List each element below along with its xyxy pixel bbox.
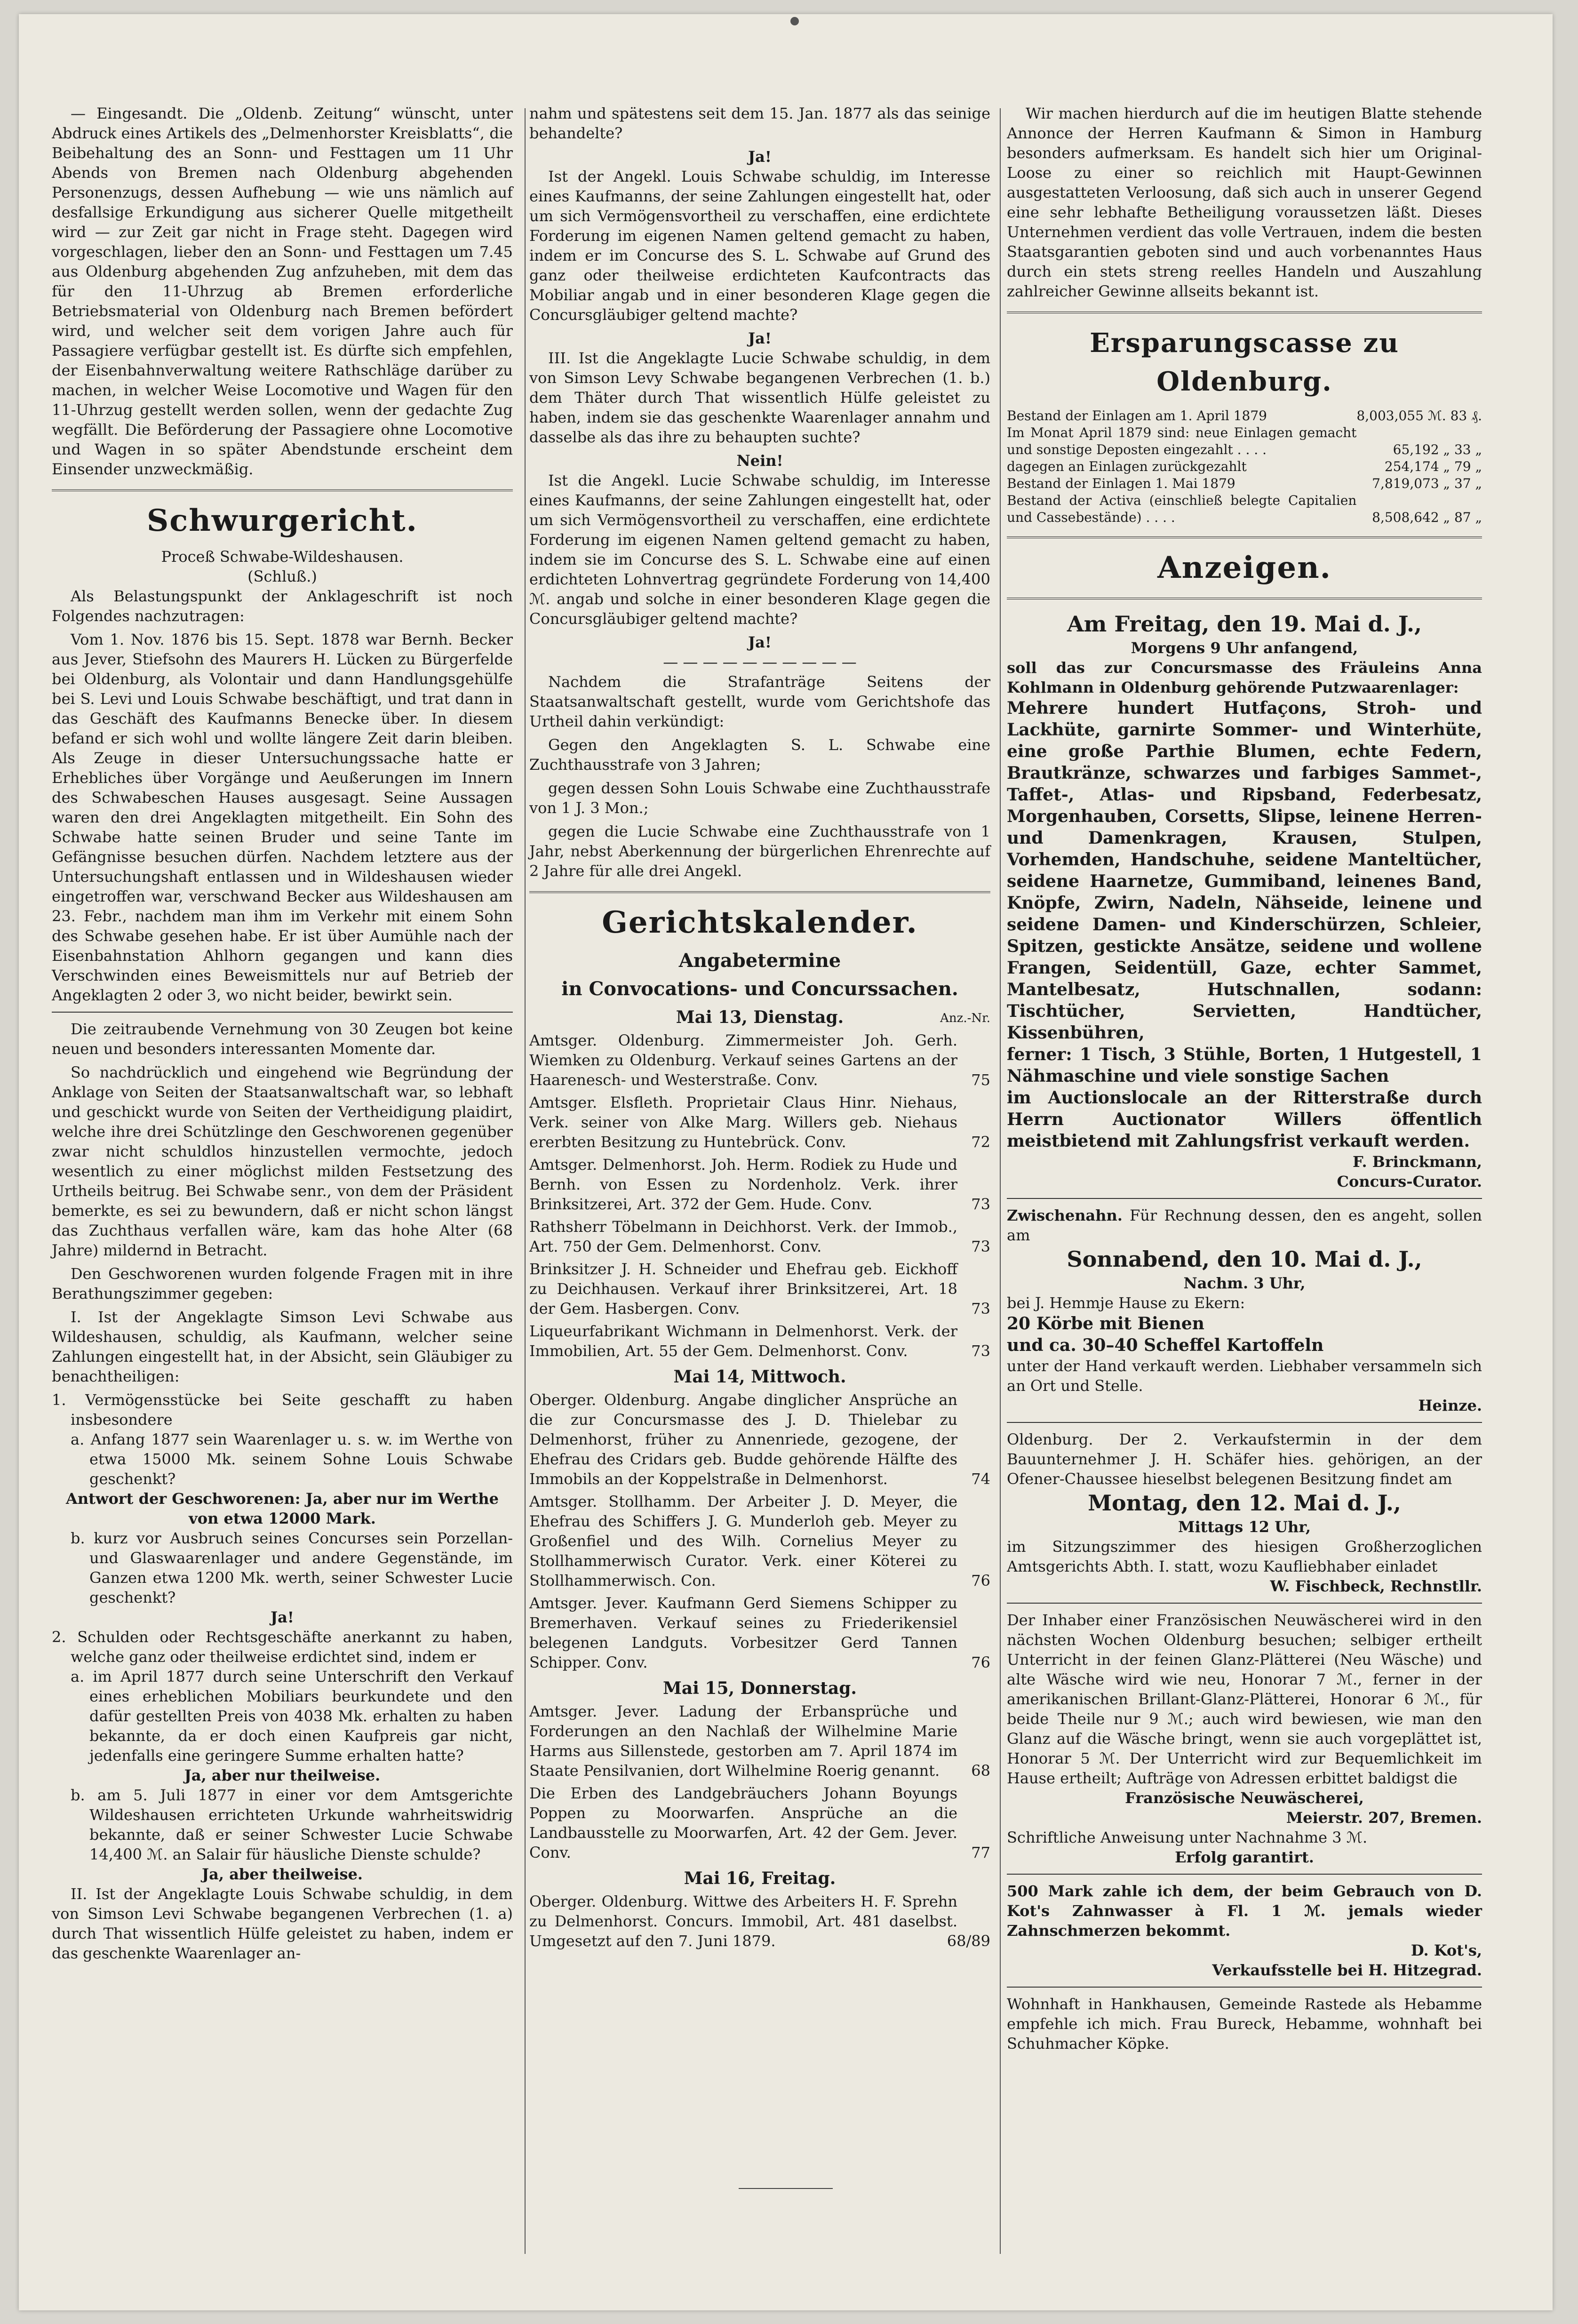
row-value: 65,192 „ 33 „ bbox=[1393, 442, 1482, 457]
column-3 bbox=[1007, 104, 1482, 2053]
answer: Ja! bbox=[748, 329, 772, 347]
divider bbox=[1007, 1874, 1482, 1875]
ad-body: im Sitzungszimmer des hiesigen Großherzoglichen Amtsgerichts Abth. I. statt, wozu Kaufliebhaber einladet bbox=[1007, 1538, 1482, 1575]
entry-number: 72 bbox=[971, 1133, 990, 1151]
table-row bbox=[1007, 458, 1482, 475]
entry-number: 68 bbox=[971, 1762, 990, 1780]
paragraph: Vom 1. Nov. 1876 bis 15. Sept. 1878 war Bernh. Becker aus Jever, Stiefsohn des Maurers H. Lücken zu Bürgerfelde bei Oldenburg, als Volontair und dann Handlungsgehülfe bei S. Levi und Louis Schwabe beschäftigt, und trat dann in das Geschäft des Kaufmanns Benecke über. In diesem befand er sich wohl und wollte längere Zeit darin bleiben. Als Zeuge in dieser Untersuchungssache hatte er Erhebliches über Vorgänge und Aeußerungen im Innern des Schwabeschen Hauses ausgesagt. Seine Aussagen waren den drei Angeklagten mitgetheilt. Ein Sohn des Schwabe hatte seinen Bruder und seine Tante im Gefängnisse besuchen dürfen. Nachdem letztere aus der Untersuchungshaft entlassen und in Wildeshausen wieder eingetroffen war, verschwand Becker aus Wildeshausen am 23. Febr., nachdem man ihm im Verkehr mit einem Sohn des Schwabe gesehen habe. Er ist über Aumühle nach der Eisenbahnstation Ahlhorn gegangen und kann dies Verschwinden eines Beweismittels nur auf Betrieb der Angeklagten 2 oder 3, wo nicht beider, bewirkt sein. bbox=[52, 631, 513, 1004]
question-item: 1. Vermögensstücke bei Seite geschafft zu haben insbesondere bbox=[52, 1391, 513, 1429]
paragraph: Ist die Angekl. Lucie Schwabe schuldig, im Interesse eines Kaufmanns, der seine Zahlungen eingestellt hat, oder um sich Vermögensvortheil zu verschaffen, eine erdichtete Forderung im eigenen Namen geltend gemacht zu haben, indem sie im Concurse des S. L. Schwabe eine auf einen erdichteten Lohnvertrag gegründete Forderung von 14,400 ℳ. angab und solche in einer besonderen Klage gegen die Concursgläubiger geltend machte? bbox=[529, 471, 990, 628]
court-entry bbox=[529, 1321, 990, 1361]
question-item: b. am 5. Juli 1877 in einer vor dem Amtsgerichte Wildeshausen errichteten Urkunde wahrheitswidrig bekannte, daß er seiner Schwester Lucie Schwabe 14,400 ℳ. an Salair für häusliche Dienste schulde? bbox=[71, 1786, 513, 1863]
entry-number: 77 bbox=[971, 1844, 990, 1861]
date-label: Mai 13, Dienstag. bbox=[676, 1007, 844, 1027]
ad-time: Morgens 9 Uhr anfangend, bbox=[1131, 639, 1358, 657]
column-rule-2 bbox=[1000, 108, 1001, 2254]
ad-signature: D. Kot's, bbox=[1411, 1941, 1482, 1959]
question-item: b. kurz vor Ausbruch seines Concurses sein Porzellan- und Glaswaarenlager und andere Gegenstände, im Ganzen etwa 1200 Mk. werth, seiner Schwester Lucie geschenkt? bbox=[71, 1529, 513, 1606]
row-label: Im Monat April 1879 sind: neue Einlagen gemacht und sonstige Deposten eingezahlt . . . . bbox=[1007, 425, 1357, 457]
ad-body: Der Inhaber einer Französischen Neuwäscherei wird in den nächsten Wochen Oldenburg besuchen; selbiger ertheilt Unterricht in der feinen Glanz-Plätterei (Neu Wäsche) und alte Wäsche wird wie neu, Honorar 7 ℳ., ferner in der amerikanischen Brillant-Glanz-Plätterei, Honorar 6 ℳ., für beide Theile nur 9 ℳ.; auch wird bewiesen, wie man den Glanz auf die Wäsche bringt, wenn sie auch vorgeplättet ist, Honorar 5 ℳ. Der Unterricht wird zur Bequemlichkeit im Hause ertheilt; Aufträge von Adressen erbittet baldigst die bbox=[1007, 1611, 1482, 1787]
ad-goods-more: ferner: 1 Tisch, 3 Stühle, Borten, 1 Hutgestell, 1 Nähmaschine und viele sonstige Sachen bbox=[1007, 1045, 1482, 1086]
divider bbox=[52, 1012, 513, 1013]
ad-time: Mittags 12 Uhr, bbox=[1178, 1518, 1311, 1536]
ad-note: Schriftliche Anweisung unter Nachnahme 3 ℳ. bbox=[1007, 1829, 1368, 1846]
anzeigen-title: Anzeigen. bbox=[1157, 550, 1331, 585]
ad-signature: Meierstr. 207, Bremen. bbox=[1286, 1809, 1482, 1827]
gerichtskalender-title: Gerichtskalender. bbox=[602, 905, 918, 940]
paragraph: gegen die Lucie Schwabe eine Zuchthausstrafe von 1 Jahr, nebst Aberkennung der bürgerlichen Ehrenrechte auf 2 Jahre für alle drei Angekl. bbox=[529, 823, 990, 880]
court-entry bbox=[529, 1217, 990, 1256]
entry-text: Amtsger. Elsfleth. Proprietair Claus Hinr. Niehaus, Verk. seiner von Alke Marg. Willers geb. Niehaus ererbten Besitzung zu Huntebrück. Conv. bbox=[529, 1094, 957, 1151]
table-row bbox=[1007, 407, 1482, 424]
question-item: a. im April 1877 durch seine Unterschrift den Verkauf eines erheblichen Mobiliars beurkundete und den dafür gestellten Preis von 4038 Mk. erhalten zu haben bekannte, da er doch einen Kaufpreis gar nicht, jedenfalls eine geringere Summe erhalten hatte? bbox=[71, 1668, 513, 1765]
entry-text: Amtsger. Jever. Kaufmann Gerd Siemens Schipper zu Bremerhaven. Verkauf seines zu Friederikensiel belegenen Landguts. Vorbesitzer Gerd Tannen Schipper. Conv. bbox=[529, 1594, 957, 1671]
court-entry bbox=[529, 1492, 990, 1590]
paragraph: Den Geschworenen wurden folgende Fragen mit in ihre Berathungszimmer gegeben: bbox=[52, 1265, 513, 1302]
question-item: 2. Schulden oder Rechtsgeschäfte anerkannt zu haben, welche ganz oder theilweise erdichtet sind, indem er bbox=[52, 1628, 513, 1666]
divider bbox=[1007, 598, 1482, 599]
ad-signature: W. Fischbeck, Rechnstllr. bbox=[1270, 1577, 1482, 1595]
column-2 bbox=[529, 104, 990, 1954]
question: II. Ist der Angeklagte Louis Schwabe schuldig, in dem von Simson Levi Schwabe begangenen Verbrechen (1. a) durch That wissentlich Hülfe geleistet zu haben, indem er das geschenkte Waarenlager an- bbox=[52, 1885, 513, 1962]
date-heading: Mai 14, Mittwoch. bbox=[673, 1367, 846, 1387]
paragraph: Als Belastungspunkt der Anklageschrift ist noch Folgendes nachzutragen: bbox=[52, 587, 513, 625]
ad-date: Montag, den 12. Mai d. J., bbox=[1088, 1490, 1401, 1516]
ad-date: Am Freitag, den 19. Mai d. J., bbox=[1067, 611, 1422, 637]
entry-text: Brinksitzer J. H. Schneider und Ehefrau geb. Eickhoff zu Deichhausen. Verkauf ihrer Brinksitzerei, Art. 18 der Gem. Hasbergen. Conv. bbox=[529, 1260, 957, 1318]
newspaper-page bbox=[19, 14, 1553, 2310]
paragraph: Gegen den Angeklagten S. L. Schwabe eine Zuchthausstrafe von 3 Jahren; bbox=[529, 736, 990, 774]
ad-item: und ca. 30–40 Scheffel Kartoffeln bbox=[1007, 1335, 1324, 1355]
column-1 bbox=[52, 104, 513, 1967]
ad-goods: Mehrere hundert Hutfaçons, Stroh- und Lackhüte, garnirte Sommer- und Winterhüte, eine große Parthie Blumen, echte Federn, Brautkränze, schwarzes und farbiges Sammet-, Taffet-, Atlas- und Ripsband, Federbesatz, Morgenhauben, Corsetts, Slipse, leinene Herren- und Damenkragen, Krausen, Stulpen, Vorhemden, Handschuhe, seidene Manteltücher, seidene Haarnetze, Gummiband, leinenes Band, Knöpfe, Zwirn, Nadeln, Nähseide, leinene und seidene Damen- und Kinderschürzen, Schleier, Spitzen, gestickte Ansätze, seidene und wollene Frangen, Seidentüll, Gaze, echter Sammet, Mantelbesatz, Hutschnallen, sodann: Tischtücher, Servietten, Handtücher, Kissenbühren, bbox=[1007, 698, 1482, 1043]
entry-text: Liqueurfabrikant Wichmann in Delmenhorst. Verk. der Immobilien, Art. 55 der Gem. Delmenhorst. Conv. bbox=[529, 1322, 957, 1360]
paragraph: gegen dessen Sohn Louis Schwabe eine Zuchthausstrafe von 1 J. 3 Mon.; bbox=[529, 779, 990, 817]
ad-body: 500 Mark zahle ich dem, der beim Gebrauch von D. Kot's Zahnwasser à Fl. 1 ℳ. jemals wieder Zahnschmerzen bekommt. bbox=[1007, 1882, 1482, 1940]
table-row bbox=[1007, 424, 1482, 458]
entry-text: Rathsherr Töbelmann in Deichhorst. Verk. der Immob., Art. 750 der Gem. Delmenhorst. Conv. bbox=[529, 1218, 957, 1255]
court-entry bbox=[529, 1093, 990, 1152]
entry-number: 76 bbox=[971, 1572, 990, 1589]
entry-text: Amtsger. Stollhamm. Der Arbeiter J. D. Meyer, die Ehefrau des Schiffers J. G. Munderloh geb. Meyer zu Großenfiel und des Wilh. Cornelius Meyer zu Stollhammerwisch Curator. Verk. einer Köterei zu Stollhammerwisch. Con. bbox=[529, 1493, 957, 1589]
date-heading: Mai 15, Donnerstag. bbox=[663, 1678, 857, 1698]
row-label: Bestand der Einlagen am 1. April 1879 bbox=[1007, 408, 1267, 423]
anz-nr-label: Anz.-Nr. bbox=[940, 1011, 990, 1025]
entry-text: Amtsger. Delmenhorst. Joh. Herm. Rodiek zu Hude und Bernh. von Essen zu Nordenholz. Verk. ihrer Brinksitzerei, Art. 372 der Gem. Hude. Conv. bbox=[529, 1156, 957, 1213]
ad-guarantee: Erfolg garantirt. bbox=[1175, 1848, 1314, 1866]
paragraph: III. Ist die Angeklagte Lucie Schwabe schuldig, in dem von Simson Levy Schwabe begangenen Verbrechen (1. b.) dem Thäter durch That wissentlich Hülfe geleistet zu haben, indem sie das geschenkte Waarenlager annahm und dasselbe als das ihre zu behaupten suchte? bbox=[529, 349, 990, 446]
question-item: a. Anfang 1877 sein Waarenlager u. s. w. im Werthe von etwa 15000 Mk. seinem Sohne Louis Schwabe geschenkt? bbox=[71, 1430, 513, 1488]
row-value: 8,003,055 ℳ. 83 ₰. bbox=[1356, 408, 1482, 423]
kalender-subtitle: in Convocations- und Concurssachen. bbox=[561, 978, 958, 1000]
sparkasse-table bbox=[1007, 407, 1482, 526]
ad-intro: soll das zur Concursmasse des Fräuleins Anna Kohlmann in Oldenburg gehörende Putzwaarenlager: bbox=[1007, 659, 1482, 696]
row-label: Bestand der Activa (einschließ belegte Capitalien und Cassebestände) . . . . bbox=[1007, 493, 1357, 525]
court-entry bbox=[529, 1701, 990, 1781]
ad-signature: Verkaufsstelle bei H. Hitzegrad. bbox=[1212, 1961, 1482, 1979]
ad-body: unter der Hand verkauft werden. Liebhaber versammeln sich an Ort und Stelle. bbox=[1007, 1357, 1482, 1395]
entry-text: Amtsger. Oldenburg. Zimmermeister Joh. Gerh. Wiemken zu Oldenburg. Verkauf seines Gartens an der Haarenesch- und Westerstraße. Conv. bbox=[529, 1031, 957, 1089]
row-value: 8,508,642 „ 87 „ bbox=[1372, 510, 1482, 525]
sparkasse-title: Ersparungscasse zu Oldenburg. bbox=[1090, 327, 1399, 397]
ad-place-name: Zwischenahn. bbox=[1007, 1206, 1123, 1224]
entry-number: 73 bbox=[971, 1238, 990, 1255]
dash-separator: — — — — — — — — — — bbox=[663, 653, 857, 671]
court-entry bbox=[529, 1390, 990, 1489]
entry-number: 73 bbox=[971, 1342, 990, 1360]
eingesandt-article: — Eingesandt. Die „Oldenb. Zeitung“ wünscht, unter Abdruck eines Artikels des „Delmenhorster Kreisblatts“, die Beibehaltung des an Sonn- und Festtagen um 11 Uhr Abends von Bremen nach Oldenburg abgehenden Personenzugs, dessen Aufhebung — wie uns nämlich auf desfallsige Erkundigung aus sicherer Quelle mitgetheilt wird — zur Zeit gar nicht in Frage steht. Dagegen wird vorgeschlagen, lieber den an Sonn- und Festtagen um 7.45 aus Oldenburg abgehenden Zug anfzuheben, mit dem das für den 11-Uhrzug ab Bremen erforderliche Betriebsmaterial von Oldenburg nach Bremen befördert wird, und welcher seit dem vorigen Jahre auch für Passagiere verfügbar gestellt ist. Es dürfte sich empfehlen, der Eisenbahnverwaltung weitere Rathschläge darüber zu machen, in welcher Weise Locomotive und Wagen für den 11-Uhrzug gestellt werden sollen, wenn der gedachte Zug wegfällt. Die Beförderung der Passagiere ohne Locomotive und Wagen in so später Abendstunde erscheint dem Einsender unzweckmäßig. bbox=[52, 104, 513, 478]
answer: Ja, aber nur theilweise. bbox=[184, 1766, 381, 1784]
ad-item: 20 Körbe mit Bienen bbox=[1007, 1314, 1204, 1334]
entry-text: Die Erben des Landgebräuchers Johann Boyungs Poppen zu Moorwarfen. Ansprüche an die Landbausstelle zu Moorwarfen, Art. 42 der Gem. Jever. Conv. bbox=[529, 1784, 957, 1861]
entry-text: Amtsger. Jever. Ladung der Erbansprüche und Forderungen an den Nachlaß der Wilhelmine Marie Harms aus Sillenstede, gestorben am 7. April 1874 im Staate Pensilvanien, dort Wilhelmine Roerig genannt. bbox=[529, 1702, 957, 1780]
ad-time: Nachm. 3 Uhr, bbox=[1183, 1274, 1306, 1292]
ad-location: bei J. Hemmje Hause zu Ekern: bbox=[1007, 1294, 1245, 1312]
answer: Ja! bbox=[748, 148, 772, 166]
question: I. Ist der Angeklagte Simson Levi Schwabe aus Wildeshausen, schuldig, als Kaufmann, welcher seine Zahlungen eingestellt hat, in der Absicht, sein Gläubiger zu benachtheiligen: bbox=[52, 1308, 513, 1385]
entry-text: Oberger. Oldenburg. Wittwe des Arbeiters H. F. Sprehn zu Delmenhorst. Concurs. Immobil, Art. 481 daselbst. Umgesetzt auf den 7. Juni 1879. bbox=[529, 1893, 957, 1950]
column-rule-1 bbox=[525, 108, 526, 2254]
entry-text: Oberger. Oldenburg. Angabe dinglicher Ansprüche an die zur Concursmasse des J. D. Thielebar zu Delmenhorst, früher zu Annenriede, gezogene, der Ehefrau des Cridars geb. Budde gehörende Hälfte des Immobils an der Koppelstraße in Delmenhorst. bbox=[529, 1391, 957, 1488]
row-label: dagegen an Einlagen zurückgezahlt bbox=[1007, 459, 1247, 474]
answer: Ja, aber theilweise. bbox=[202, 1865, 363, 1883]
row-value: 7,819,073 „ 37 „ bbox=[1372, 476, 1482, 491]
row-label: Bestand der Einlagen 1. Mai 1879 bbox=[1007, 476, 1235, 491]
entry-number: 68/89 bbox=[947, 1932, 990, 1950]
court-entry bbox=[529, 1259, 990, 1318]
paragraph: Ist der Angekl. Louis Schwabe schuldig, im Interesse eines Kaufmanns, der seine Zahlungen eingestellt hat, oder um sich Vermögensvortheil zu verschaffen, eine erdichtete Forderung im eigenen Namen geltend gemacht zu haben, indem er im Concurse des S. L. Schwabe auf Grund des ganz oder theilweise erdichteten Kaufcontracts das Mobiliar angab und in einer besonderen Klage gegen die Concursgläubiger geltend machte? bbox=[529, 168, 990, 324]
ad-text bbox=[1007, 1206, 1482, 1245]
ad-place: im Auctionslocale an der Ritterstraße durch Herrn Auctionator Willers öffentlich meistbietend mit Zahlungsfrist verkauft werden. bbox=[1007, 1088, 1482, 1151]
entry-number: 76 bbox=[971, 1653, 990, 1671]
row-value: 254,174 „ 79 „ bbox=[1384, 459, 1482, 474]
entry-number: 75 bbox=[971, 1071, 990, 1089]
schwurgericht-title: Schwurgericht. bbox=[147, 503, 418, 538]
date-heading bbox=[529, 1006, 990, 1029]
divider bbox=[1007, 536, 1482, 538]
divider bbox=[529, 891, 990, 893]
entry-number: 74 bbox=[971, 1470, 990, 1488]
court-entry bbox=[529, 1030, 990, 1090]
paragraph: Die zeitraubende Vernehmung von 30 Zeugen bot keine neuen und besonders interessanten Momente dar. bbox=[52, 1020, 513, 1058]
footer-rule bbox=[739, 2188, 833, 2189]
divider bbox=[1007, 311, 1482, 313]
paragraph: So nachdrücklich und eingehend wie Begründung der Anklage von Seiten der Staatsanwaltschaft war, so lebhaft und geschickt wurde von Seiten der Vertheidigung plaidirt, welche ihre drei Schützlinge den Geschworenen gegenüber zwar nicht schuldlos hinzustellen vermochte, jedoch wesentlich zu einer möglichst milden Festsetzung des Urtheils beitrug. Bei Schwabe senr., von dem der Präsident bemerkte, es sei zu bewundern, daß er nicht schon längst das Zuchthaus verfallen wäre, kam das hohe Alter (68 Jahre) mildernd in Betracht. bbox=[52, 1063, 513, 1259]
table-row bbox=[1007, 492, 1482, 526]
ad-signature: Concurs-Curator. bbox=[1337, 1173, 1482, 1190]
ad-signature: F. Brinckmann, bbox=[1352, 1153, 1482, 1171]
ad-signature: Französische Neuwäscherei, bbox=[1125, 1789, 1364, 1807]
answer: Antwort der Geschworenen: Ja, aber nur im Werthe von etwa 12000 Mark. bbox=[66, 1490, 499, 1527]
entry-number: 73 bbox=[971, 1300, 990, 1318]
divider bbox=[1007, 1422, 1482, 1423]
answer: Ja! bbox=[748, 633, 772, 651]
table-row bbox=[1007, 475, 1482, 492]
divider bbox=[1007, 1603, 1482, 1604]
ad-date: Sonnabend, den 10. Mai d. J., bbox=[1067, 1246, 1422, 1272]
date-heading: Mai 16, Freitag. bbox=[684, 1869, 836, 1888]
entry-number: 73 bbox=[971, 1195, 990, 1213]
court-entry bbox=[529, 1593, 990, 1672]
top-ornament bbox=[790, 17, 799, 25]
divider bbox=[1007, 1987, 1482, 1988]
court-entry bbox=[529, 1155, 990, 1214]
paragraph: Wir machen hierdurch auf die im heutigen Blatte stehende Annonce der Herren Kaufmann & Simon in Hamburg besonders aufmerksam. Es handelt sich hier um Original-Loose zu einer so reichlich mit Haupt-Gewinnen ausgestatteten Verloosung, daß sich auch in unserer Gegend eine sehr lebhafte Betheiligung voraussetzen läßt. Dieses Unternehmen verdient das volle Vertrauen, indem die besten Staatsgarantien geboten sind und auch vorbenanntes Haus durch ein stets streng reelles Handeln und Auszahlung zahlreicher Gewinne allseits bekannt ist. bbox=[1007, 104, 1482, 300]
paragraph: nahm und spätestens seit dem 15. Jan. 1877 als das seinige behandelte? bbox=[529, 104, 990, 142]
paragraph: Nachdem die Strafanträge Seitens der Staatsanwaltschaft gestellt, wurde vom Gerichtshofe das Urtheil dahin verkündigt: bbox=[529, 673, 990, 730]
schwurgericht-subtitle: Proceß Schwabe-Wildeshausen. bbox=[161, 548, 404, 566]
ad-body: Für Rechnung dessen, den es angeht, sollen am bbox=[1007, 1206, 1482, 1244]
answer: Ja! bbox=[271, 1608, 294, 1626]
kalender-subtitle: Angabetermine bbox=[678, 950, 841, 972]
ad-body: Wohnhaft in Hankhausen, Gemeinde Rastede als Hebamme empfehle ich mich. Frau Bureck, Hebamme, wohnhaft bei Schuhmacher Köpke. bbox=[1007, 1995, 1482, 2052]
ad-body: Oldenburg. Der 2. Verkaufstermin in der dem Bauunternehmer J. H. Schäfer hies. gehörigen, an der Ofener-Chaussee hieselbst belegenen Besitzung findet am bbox=[1007, 1430, 1482, 1488]
answer: Nein! bbox=[736, 452, 783, 470]
court-entry bbox=[529, 1892, 990, 1951]
court-entry bbox=[529, 1783, 990, 1862]
schluss-label: (Schluß.) bbox=[247, 567, 317, 585]
divider bbox=[1007, 1198, 1482, 1199]
ad-signature: Heinze. bbox=[1418, 1397, 1482, 1414]
divider bbox=[52, 489, 513, 491]
